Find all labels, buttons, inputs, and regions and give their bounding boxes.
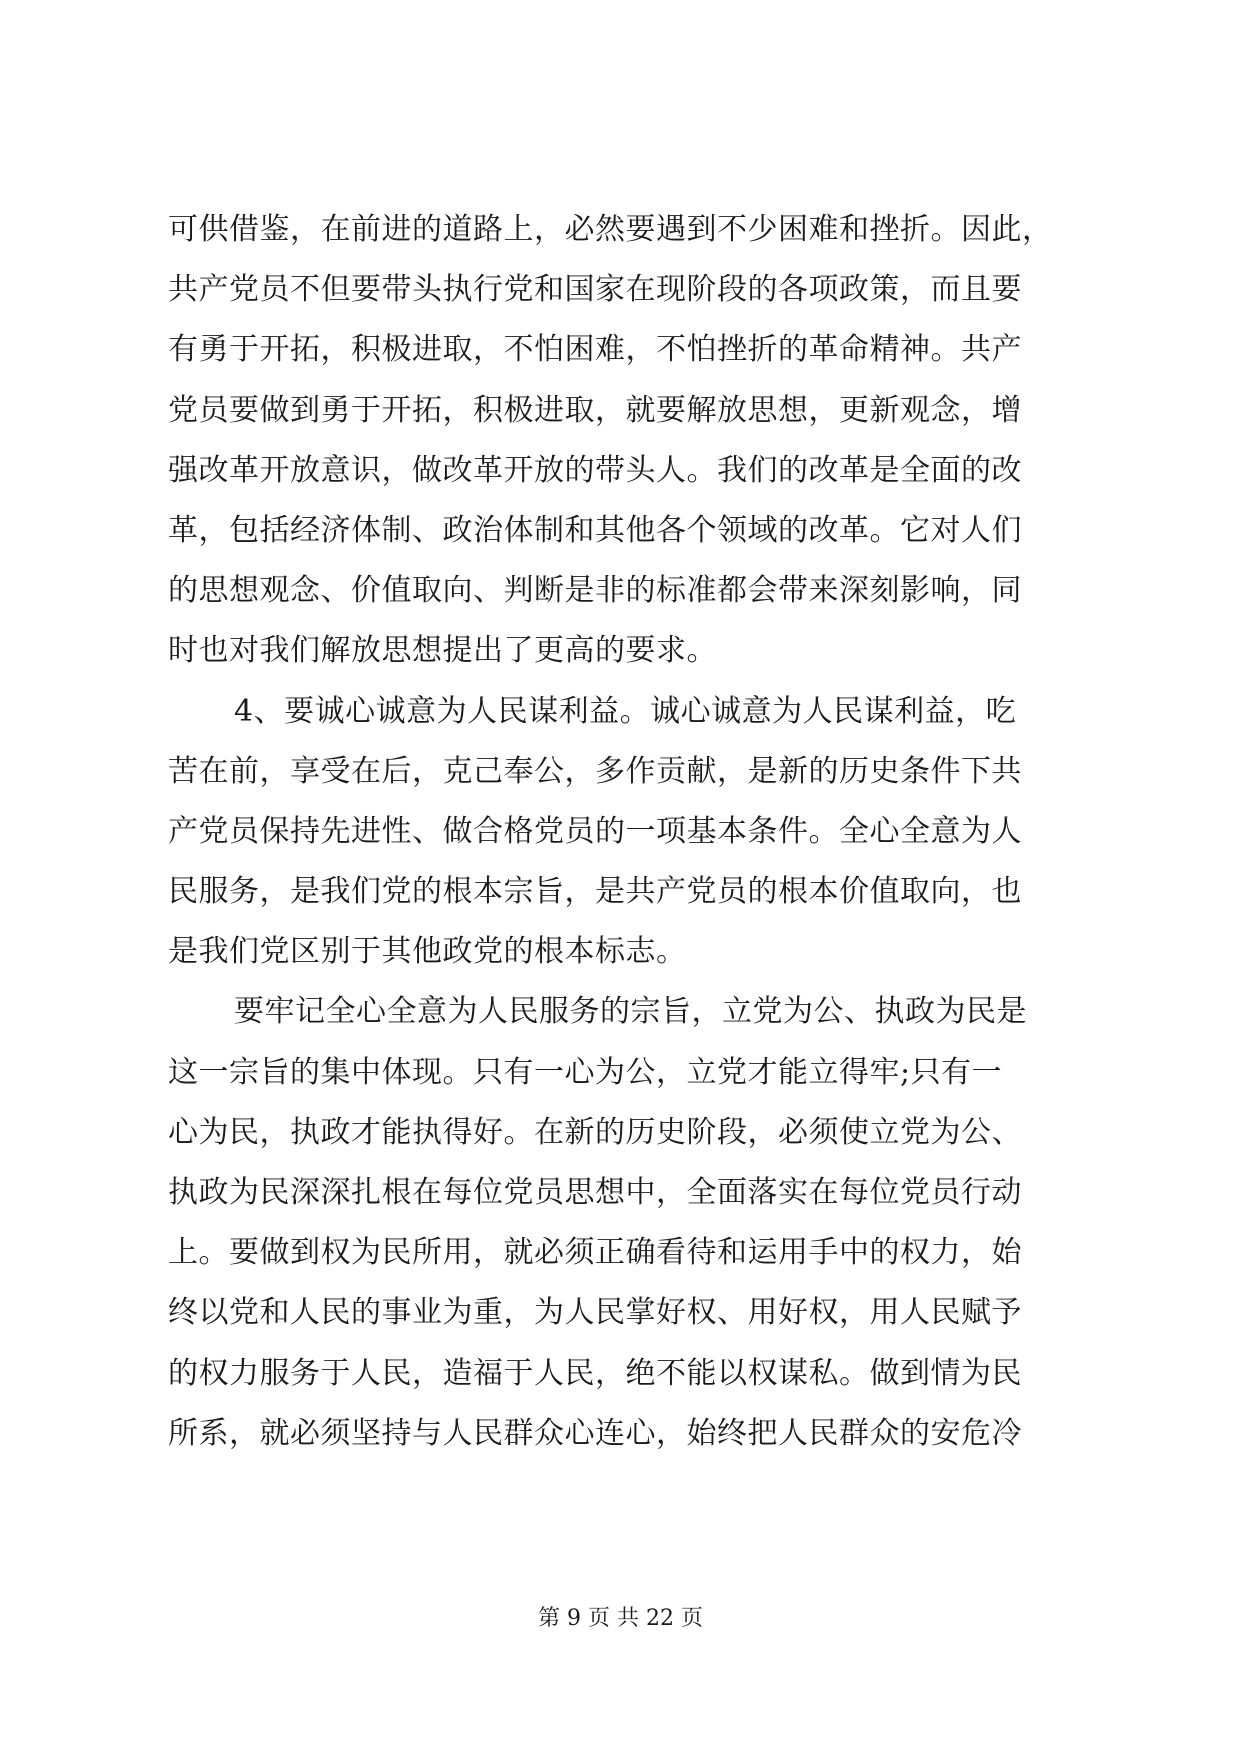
text-line: 强改革开放意识，做改革开放的带头人。我们的改革是全面的改 — [168, 452, 1022, 488]
page-number-footer: 第 9 页 共 22 页 — [538, 1606, 703, 1631]
text-line: 终以党和人民的事业为重，为人民掌好权、用好权，用人民赋予 — [168, 1295, 1022, 1331]
text-line: 革，包括经济体制、政治体制和其他各个领域的改革。它对人们 — [168, 512, 1022, 548]
text-line: 苦在前，享受在后，克己奉公，多作贡献，是新的历史条件下共 — [168, 753, 1022, 789]
text-line: 执政为民深深扎根在每位党员思想中，全面落实在每位党员行动 — [168, 1175, 1022, 1210]
text-line: 产党员保持先进性、做合格党员的一项基本条件。全心全意为人 — [168, 813, 1022, 849]
text-line: 上。要做到权为民所用，就必须正确看待和运用手中的权力，始 — [168, 1235, 1022, 1271]
body-text — [168, 200, 1088, 1464]
paragraph-start-line: 4、要诚心诚意为人民谋利益。诚心诚意为人民谋利益，吃 — [234, 693, 1017, 729]
text-line: 有勇于开拓，积极进取，不怕困难，不怕挫折的革命精神。共产 — [168, 332, 1022, 368]
text-line: 共产党员不但要带头执行党和国家在现阶段的各项政策，而且要 — [168, 272, 1022, 308]
text-line: 党员要做到勇于开拓，积极进取，就要解放思想，更新观念，增 — [168, 392, 1022, 428]
text-line: 民服务，是我们党的根本宗旨，是共产党员的根本价值取向，也 — [168, 874, 1022, 910]
text-line: 可供借鉴，在前进的道路上，必然要遇到不少困难和挫折。因此， — [168, 212, 1053, 247]
text-line: 是我们党区别于其他政党的根本标志。 — [168, 934, 687, 970]
text-line: 时也对我们解放思想提出了更高的要求。 — [168, 633, 717, 669]
text-line: 所系，就必须坚持与人民群众心连心，始终把人民群众的安危冷 — [168, 1415, 1022, 1451]
text-line: 心为民，执政才能执得好。在新的历史阶段，必须使立党为公、 — [168, 1114, 1022, 1150]
text-line: 的权力服务于人民，造福于人民，绝不能以权谋私。做到情为民 — [168, 1355, 1022, 1391]
text-line: 这一宗旨的集中体现。只有一心为公，立党才能立得牢;只有一 — [168, 1054, 1003, 1090]
paragraph-start-line: 要牢记全心全意为人民服务的宗旨，立党为公、执政为民是 — [234, 994, 1027, 1030]
text-line: 的思想观念、价值取向、判断是非的标准都会带来深刻影响，同 — [168, 573, 1022, 609]
